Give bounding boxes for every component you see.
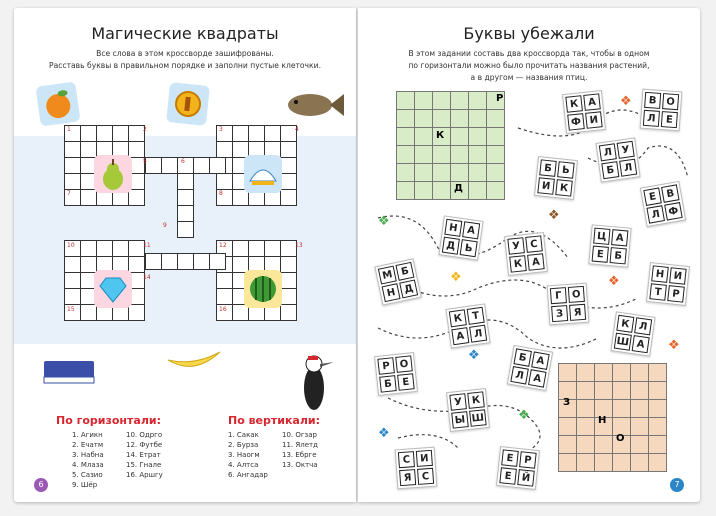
medal-picture: [166, 82, 210, 126]
paw-icon: ❖: [620, 94, 632, 109]
crossword-cell[interactable]: [559, 454, 576, 471]
block-letter: Л: [646, 205, 665, 224]
block-letter: В: [644, 92, 661, 109]
block-letter: И: [669, 267, 687, 285]
plants-grid-letter: Д: [454, 183, 463, 194]
clue-text: 5. Сазио: [72, 471, 103, 479]
page-number-left: 6: [34, 478, 48, 492]
crossword-cell[interactable]: [415, 164, 432, 181]
block-letter: К: [509, 255, 527, 273]
crossword-cell[interactable]: [649, 400, 666, 417]
crossword-cell[interactable]: [451, 164, 468, 181]
block-letter: Л: [510, 366, 529, 385]
fish-picture: [284, 88, 344, 126]
crossword-cell[interactable]: [469, 164, 486, 181]
clue-number: 1: [67, 126, 71, 133]
crossword-cell[interactable]: [487, 182, 504, 199]
letter-block[interactable]: [445, 303, 490, 348]
block-letter: У: [449, 393, 467, 411]
crossword-cell[interactable]: [415, 92, 432, 109]
crossword-cell[interactable]: [631, 436, 648, 453]
crossword-cell[interactable]: [162, 254, 177, 269]
block-letter: Е: [397, 373, 415, 391]
birds-crossword-grid: [558, 363, 667, 472]
clue-number: 8: [219, 190, 223, 197]
block-letter: М: [378, 266, 397, 285]
clue-text: 13. Ебрге: [282, 451, 317, 459]
crossword-cell[interactable]: [281, 273, 296, 288]
block-letter: Е: [499, 467, 517, 485]
block-letter: Е: [501, 449, 519, 467]
crossword-cell[interactable]: [397, 128, 414, 145]
crossword-cell[interactable]: [577, 400, 594, 417]
clue-number: 9: [163, 222, 167, 229]
letter-block[interactable]: [610, 311, 655, 356]
block-letter: Н: [651, 265, 669, 283]
crossword-cell[interactable]: [595, 364, 612, 381]
block-letter: А: [531, 351, 550, 370]
crossword-cell[interactable]: [249, 241, 264, 256]
block-letter: Е: [643, 187, 662, 206]
block-letter: Й: [517, 469, 535, 487]
crossword-cell[interactable]: [451, 92, 468, 109]
crossword-connector-top: [145, 157, 226, 174]
crossword-cell[interactable]: [577, 418, 594, 435]
block-letter: С: [398, 451, 415, 468]
paw-icon: ❖: [518, 408, 530, 423]
crossword-connector-vertical: [177, 173, 194, 238]
crossword-cell[interactable]: [451, 128, 468, 145]
letter-block[interactable]: [562, 90, 606, 134]
clue-text: 4. Млаза: [72, 461, 104, 469]
crossword-cell[interactable]: [577, 382, 594, 399]
block-letter: Р: [667, 285, 685, 303]
block-letter: А: [462, 221, 480, 239]
crossword-cell[interactable]: [65, 289, 80, 304]
clue-number: 10: [67, 242, 75, 249]
crossword-cell[interactable]: [433, 110, 450, 127]
diamond-picture: [94, 270, 132, 308]
crossword-cell[interactable]: [631, 400, 648, 417]
letter-block[interactable]: [374, 352, 418, 396]
clue-number: 15: [67, 306, 75, 313]
block-letter: Д: [399, 279, 418, 298]
block-letter: И: [585, 111, 603, 129]
crossword-cell[interactable]: [469, 128, 486, 145]
crossword-cell[interactable]: [65, 142, 80, 157]
paw-icon: ❖: [468, 348, 480, 363]
block-letter: А: [451, 327, 469, 345]
book-picture: [40, 353, 100, 397]
clue-text: 16. Аршгу: [126, 471, 163, 479]
crossword-cell[interactable]: [559, 364, 576, 381]
clue-number: 4: [295, 126, 299, 133]
block-letter: Ф: [664, 202, 683, 221]
crossword-cell[interactable]: [281, 190, 296, 205]
clue-text: 1. Сакак: [228, 431, 259, 439]
birds-grid-letter: Н: [598, 415, 607, 426]
block-letter: Я: [569, 304, 586, 321]
birds-grid-letter: О: [616, 433, 625, 444]
crossword-cell[interactable]: [595, 436, 612, 453]
clue-number: 14: [143, 274, 151, 281]
letter-block[interactable]: [640, 181, 686, 227]
clue-text: 9. Шёр: [72, 481, 98, 489]
letter-block[interactable]: [496, 446, 540, 490]
plants-grid-letter: Р: [496, 93, 504, 104]
crossword-cell[interactable]: [81, 126, 96, 141]
crossword-cell[interactable]: [631, 382, 648, 399]
crossword-cell[interactable]: [129, 126, 144, 141]
crossword-cell[interactable]: [451, 110, 468, 127]
crossword-cell[interactable]: [415, 146, 432, 163]
crossword-cell[interactable]: [649, 382, 666, 399]
block-letter: З: [551, 305, 568, 322]
crossword-cell[interactable]: [129, 241, 144, 256]
crossword-cell[interactable]: [469, 146, 486, 163]
clue-text: 2. Ечатм: [72, 441, 104, 449]
letter-block[interactable]: [640, 89, 683, 132]
crossword-cell[interactable]: [487, 128, 504, 145]
clue-text: 6. Ангадар: [228, 471, 268, 479]
crossword-cell[interactable]: [281, 305, 296, 320]
letter-block[interactable]: [547, 283, 590, 326]
crossword-cell[interactable]: [487, 110, 504, 127]
crossword-cell[interactable]: [613, 400, 630, 417]
block-letter: Ш: [614, 333, 632, 351]
block-letter: Б: [513, 348, 532, 367]
letter-block[interactable]: [646, 262, 690, 306]
block-letter: А: [583, 93, 601, 111]
woodpecker-picture: [294, 350, 338, 424]
block-letter: К: [467, 391, 485, 409]
letter-block[interactable]: [438, 215, 483, 260]
vertical-clues-col2: [282, 430, 318, 470]
clue-text: 10. Одрго: [126, 431, 163, 439]
block-letter: С: [525, 235, 543, 253]
crossword-cell[interactable]: [649, 418, 666, 435]
block-letter: А: [611, 229, 628, 246]
block-letter: И: [537, 177, 555, 195]
block-letter: Б: [601, 161, 619, 179]
clue-number: 2: [143, 126, 147, 133]
crossword-cell[interactable]: [433, 164, 450, 181]
crossword-cell[interactable]: [469, 110, 486, 127]
crossword-cell[interactable]: [415, 182, 432, 199]
paw-icon: ❖: [668, 338, 680, 353]
block-letter: Д: [442, 237, 460, 255]
block-letter: Ы: [451, 411, 469, 429]
clue-number: 12: [219, 242, 227, 249]
paw-icon: ❖: [378, 426, 390, 441]
horizontal-clues-title: По горизонтали:: [56, 414, 161, 427]
paw-icon: ❖: [378, 214, 390, 229]
block-letter: У: [617, 141, 635, 159]
block-letter: Ш: [469, 409, 487, 427]
block-letter: Л: [619, 159, 637, 177]
right-subtitle-3: а в другом — названия птиц.: [470, 73, 588, 82]
block-letter: Л: [599, 143, 617, 161]
clue-text: 14. Етрат: [126, 451, 161, 459]
pear-picture: [94, 155, 132, 193]
clue-text: 3. Наогм: [228, 451, 260, 459]
block-letter: К: [555, 179, 573, 197]
apple-picture: [35, 81, 80, 126]
crossword-cell[interactable]: [233, 126, 248, 141]
crossword-cell[interactable]: [487, 164, 504, 181]
crossword-cell[interactable]: [559, 436, 576, 453]
crossword-cell[interactable]: [595, 382, 612, 399]
crossword-cell[interactable]: [281, 241, 296, 256]
letter-block[interactable]: [595, 137, 640, 182]
clue-number: 16: [219, 306, 227, 313]
crossword-cell[interactable]: [487, 146, 504, 163]
left-page-title: Магические квадраты: [91, 24, 279, 43]
block-letter: Е: [661, 111, 678, 128]
clue-text: 1. Агикн: [72, 431, 103, 439]
crossword-cell[interactable]: [469, 182, 486, 199]
crossword-cell[interactable]: [178, 254, 193, 269]
crossword-cell[interactable]: [613, 454, 630, 471]
crossword-cell[interactable]: [469, 92, 486, 109]
block-letter: Я: [399, 469, 416, 486]
crossword-cell[interactable]: [559, 418, 576, 435]
clue-number: 6: [181, 158, 185, 165]
crossword-cell[interactable]: [397, 164, 414, 181]
crossword-cell[interactable]: [217, 273, 232, 288]
clue-number: 13: [295, 242, 303, 249]
vertical-clues-col1: [228, 430, 268, 480]
crossword-cell[interactable]: [194, 254, 209, 269]
crossword-cell[interactable]: [281, 126, 296, 141]
clue-text: 13. Октча: [282, 461, 318, 469]
clue-text: 15. Гнале: [126, 461, 162, 469]
block-letter: И: [416, 450, 433, 467]
block-letter: Н: [444, 219, 462, 237]
crossword-cell[interactable]: [178, 174, 193, 189]
block-letter: Б: [395, 262, 414, 281]
block-letter: В: [661, 184, 680, 203]
crossword-cell[interactable]: [281, 158, 296, 173]
crossword-connector-bottom: [145, 253, 226, 270]
letter-block[interactable]: [374, 258, 421, 305]
letter-block[interactable]: [395, 447, 438, 490]
block-letter: Ь: [557, 161, 575, 179]
crossword-cell[interactable]: [415, 110, 432, 127]
clue-text: 4. Алтса: [228, 461, 259, 469]
crossword-cell[interactable]: [451, 146, 468, 163]
left-subtitle-2: Расставь буквы в правильном порядке и заполни пустые клеточки.: [49, 61, 321, 70]
block-letter: К: [565, 95, 583, 113]
page-number-right: 7: [670, 478, 684, 492]
block-letter: Ь: [460, 239, 478, 257]
block-letter: О: [568, 286, 585, 303]
block-letter: Т: [649, 283, 667, 301]
crossword-cell[interactable]: [210, 158, 225, 173]
letter-block[interactable]: [588, 224, 631, 267]
block-letter: Ц: [593, 228, 610, 245]
banana-picture: [164, 344, 224, 378]
crossword-cell[interactable]: [649, 436, 666, 453]
crossword-cell[interactable]: [613, 364, 630, 381]
right-page-title: Буквы убежали: [463, 24, 595, 43]
crossword-cell[interactable]: [178, 190, 193, 205]
right-subtitle-1: В этом задании составь два кроссворда так, чтобы в одном: [408, 49, 650, 58]
watermelon-picture: [244, 270, 282, 308]
horizontal-clues-col1: [72, 430, 104, 490]
block-letter: Л: [643, 110, 660, 127]
crossword-cell[interactable]: [233, 241, 248, 256]
right-subtitle-2: по горизонтали можно было прочитать названия растений,: [408, 61, 650, 70]
crossword-cell[interactable]: [433, 182, 450, 199]
crossword-cell[interactable]: [577, 454, 594, 471]
crossword-cell[interactable]: [649, 364, 666, 381]
crossword-cell[interactable]: [249, 126, 264, 141]
clue-number: 3: [219, 126, 223, 133]
left-page: [14, 8, 356, 502]
paw-icon: ❖: [450, 270, 462, 285]
block-letter: Е: [592, 246, 609, 263]
crossword-cell[interactable]: [217, 289, 232, 304]
crossword-cell[interactable]: [217, 174, 232, 189]
crossword-cell[interactable]: [265, 241, 280, 256]
crossword-cell[interactable]: [595, 454, 612, 471]
block-letter: Н: [382, 283, 401, 302]
clue-number: 7: [67, 190, 71, 197]
crossword-cell[interactable]: [65, 158, 80, 173]
crossword-cell[interactable]: [397, 182, 414, 199]
block-letter: Ф: [567, 113, 585, 131]
crossword-cell[interactable]: [397, 92, 414, 109]
crossword-cell[interactable]: [433, 146, 450, 163]
crossword-cell[interactable]: [433, 92, 450, 109]
block-letter: А: [528, 369, 547, 388]
block-letter: Т: [467, 307, 485, 325]
block-letter: К: [449, 309, 467, 327]
clue-text: 12. Футбе: [126, 441, 163, 449]
left-subtitle-1: Все слова в этом кроссворде зашифрованы.: [96, 49, 274, 58]
crossword-cell[interactable]: [415, 128, 432, 145]
block-letter: Р: [377, 357, 395, 375]
horizontal-clues-col2: [126, 430, 163, 480]
crossword-cell[interactable]: [217, 142, 232, 157]
crossword-cell[interactable]: [613, 382, 630, 399]
crossword-cell[interactable]: [65, 273, 80, 288]
crossword-cell[interactable]: [65, 257, 80, 272]
block-letter: Б: [379, 375, 397, 393]
crossword-cell[interactable]: [397, 110, 414, 127]
clue-text: 2. Бурза: [228, 441, 259, 449]
right-page: [358, 8, 700, 502]
birds-grid-letter: З: [563, 397, 571, 408]
crossword-cell[interactable]: [397, 146, 414, 163]
shell-picture: [244, 155, 282, 193]
crossword-cell[interactable]: [65, 174, 80, 189]
letter-block[interactable]: [507, 345, 553, 391]
letter-block[interactable]: [446, 388, 490, 432]
crossword-cell[interactable]: [113, 126, 128, 141]
crossword-cell[interactable]: [281, 142, 296, 157]
clue-number: 5: [143, 158, 147, 165]
clue-text: 11. Ялетд: [282, 441, 318, 449]
crossword-cell[interactable]: [146, 158, 161, 173]
crossword-cell[interactable]: [81, 241, 96, 256]
block-letter: Л: [469, 325, 487, 343]
block-letter: О: [395, 355, 413, 373]
crossword-cell[interactable]: [649, 454, 666, 471]
clue-text: 3. Набна: [72, 451, 104, 459]
plants-crossword-grid: [396, 91, 505, 200]
crossword-cell[interactable]: [178, 222, 193, 237]
crossword-cell[interactable]: [631, 364, 648, 381]
crossword-cell[interactable]: [178, 206, 193, 221]
block-letter: Б: [539, 159, 557, 177]
block-letter: У: [507, 237, 525, 255]
block-letter: О: [662, 93, 679, 110]
vertical-clues-title: По вертикали:: [228, 414, 321, 427]
crossword-cell[interactable]: [631, 418, 648, 435]
block-letter: Б: [610, 247, 627, 264]
crossword-cell[interactable]: [194, 158, 209, 173]
crossword-cell[interactable]: [577, 436, 594, 453]
block-letter: А: [632, 335, 650, 353]
crossword-cell[interactable]: [146, 254, 161, 269]
crossword-cell[interactable]: [265, 126, 280, 141]
block-letter: А: [527, 253, 545, 271]
block-letter: Л: [634, 317, 652, 335]
clue-number: 11: [143, 242, 151, 249]
block-letter: К: [616, 315, 634, 333]
letter-block[interactable]: [534, 156, 578, 200]
crossword-cell[interactable]: [577, 364, 594, 381]
letter-block[interactable]: [504, 232, 548, 276]
crossword-cell[interactable]: [281, 174, 296, 189]
crossword-cell[interactable]: [631, 454, 648, 471]
clue-text: 10. Огзар: [282, 431, 317, 439]
plants-grid-letter: К: [436, 130, 445, 141]
block-letter: Г: [550, 287, 567, 304]
crossword-cell[interactable]: [97, 241, 112, 256]
crossword-cell[interactable]: [97, 126, 112, 141]
paw-icon: ❖: [548, 208, 560, 223]
crossword-cell[interactable]: [210, 254, 225, 269]
block-letter: Р: [519, 451, 537, 469]
paw-icon: ❖: [608, 274, 620, 289]
block-letter: С: [417, 468, 434, 485]
crossword-cell[interactable]: [281, 257, 296, 272]
crossword-cell[interactable]: [162, 158, 177, 173]
crossword-cell[interactable]: [113, 241, 128, 256]
crossword-cell[interactable]: [281, 289, 296, 304]
